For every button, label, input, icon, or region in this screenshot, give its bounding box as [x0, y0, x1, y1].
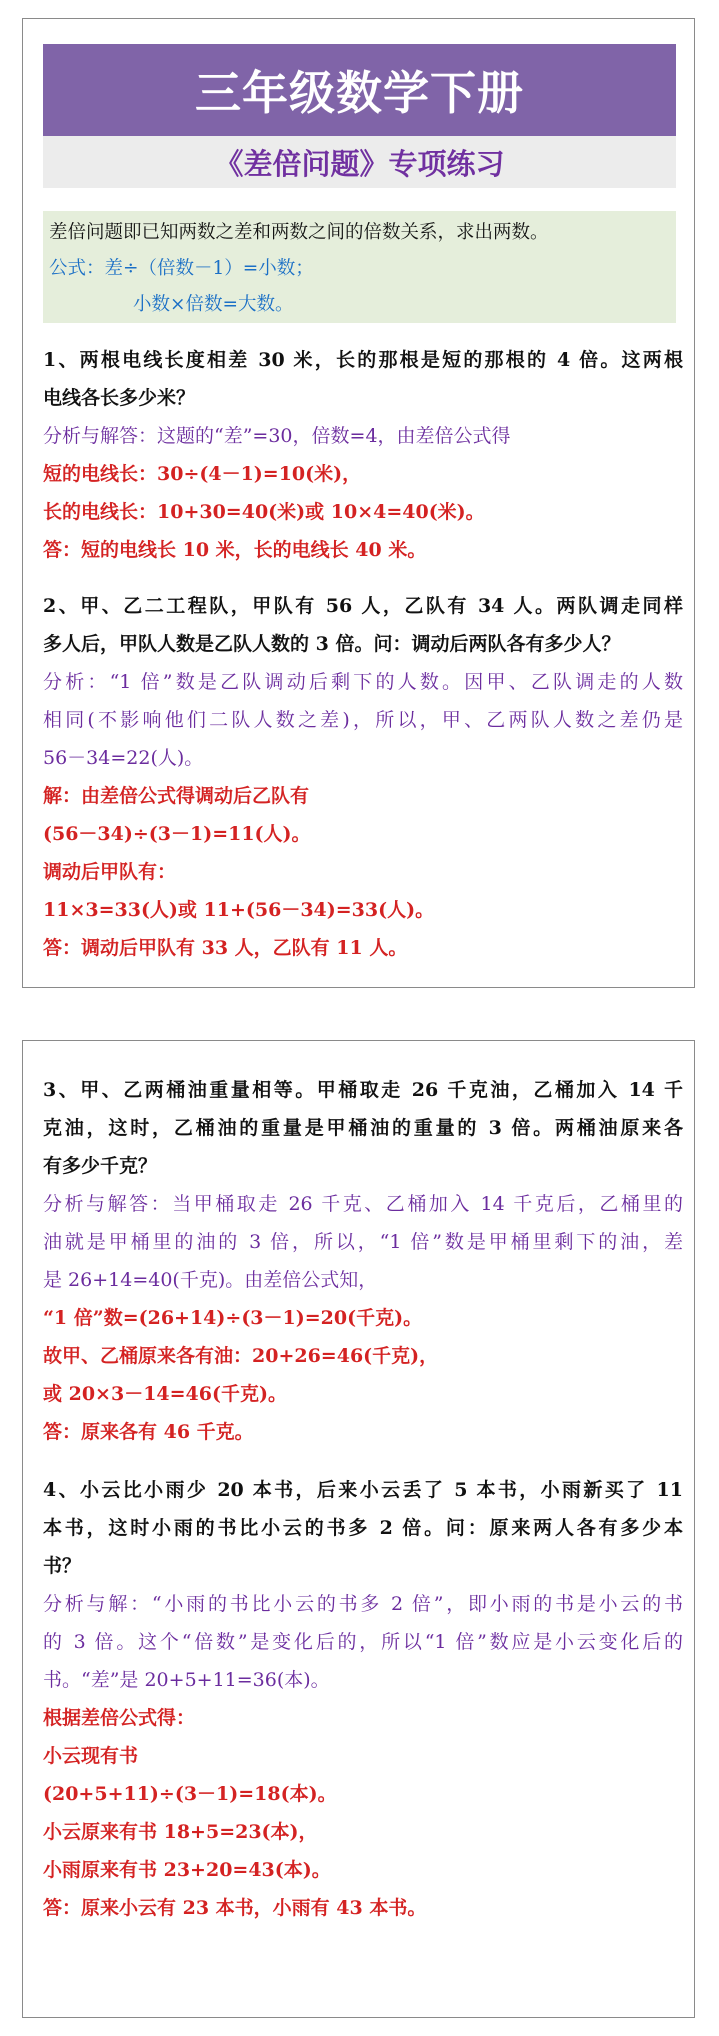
problem-1 — [43, 341, 683, 569]
page-title: 三年级数学下册 — [43, 44, 676, 136]
analysis-line: 的 3 倍。这个“倍数”是变化后的，所以“1 倍”数应是小云变化后的 — [43, 1631, 683, 1653]
solution-line: 解：由差倍公式得调动后乙队有 — [43, 785, 310, 807]
analysis-line: 分析与解：“小雨的书比小云的书多 2 倍”，即小雨的书是小云的书 — [43, 1593, 683, 1615]
problem-2 — [43, 587, 683, 967]
analysis-line: 是 26+14=40(千克)。由差倍公式知， — [43, 1269, 378, 1291]
problem-question-line: 克油，这时，乙桶油的重量是甲桶油的重量的 3 倍。两桶油原来各 — [43, 1117, 683, 1139]
answer-line: 答：原来小云有 23 本书，小雨有 43 本书。 — [43, 1897, 427, 1919]
solution-line: 小云现有书 — [43, 1745, 139, 1767]
answer-line: 答：短的电线长 10 米，长的电线长 40 米。 — [43, 539, 427, 561]
problem-4 — [43, 1471, 683, 1927]
solution-line: 长的电线长：10+30=40(米)或 10×4=40(米)。 — [43, 501, 485, 523]
problem-question-line: 1、两根电线长度相差 30 米，长的那根是短的那根的 4 倍。这两根 — [43, 349, 683, 371]
analysis-line: 分析与解答：这题的“差”=30，倍数=4，由差倍公式得 — [43, 425, 511, 447]
worksheet-page-1 — [22, 18, 695, 988]
solution-line: 小云原来有书 18+5=23(本)， — [43, 1821, 318, 1843]
formula-line-2: 小数×倍数=大数。 — [133, 294, 294, 315]
solution-line: 短的电线长：30÷(4－1)=10(米)， — [43, 463, 362, 485]
analysis-line: 56－34=22(人)。 — [43, 747, 204, 769]
solution-line: 调动后甲队有： — [43, 861, 177, 883]
answer-line: 答：原来各有 46 千克。 — [43, 1421, 254, 1443]
problem-question-line: 电线各长多少米？ — [43, 387, 196, 409]
answer-line: 答：调动后甲队有 33 人，乙队有 11 人。 — [43, 937, 408, 959]
intro-definition: 差倍问题即已知两数之差和两数之间的倍数关系，求出两数。 — [49, 222, 549, 243]
analysis-line: 相同(不影响他们二队人数之差)，所以，甲、乙两队人数之差仍是 — [43, 709, 683, 731]
solution-line: (20+5+11)÷(3－1)=18(本)。 — [43, 1783, 337, 1805]
problem-question-line: 4、小云比小雨少 20 本书，后来小云丢了 5 本书，小雨新买了 11 — [43, 1479, 683, 1501]
analysis-line: 油就是甲桶里的油的 3 倍，所以，“1 倍”数是甲桶里剩下的油，差 — [43, 1231, 683, 1253]
solution-line: 11×3=33(人)或 11+(56－34)=33(人)。 — [43, 899, 435, 921]
problem-question-line: 书？ — [43, 1555, 82, 1577]
solution-line: 故甲、乙桶原来各有油：20+26=46(千克)， — [43, 1345, 439, 1367]
problem-question-line: 本书，这时小雨的书比小云的书多 2 倍。问：原来两人各有多少本 — [43, 1517, 683, 1539]
solution-line: 根据差倍公式得： — [43, 1707, 196, 1729]
analysis-line: 分析与解答：当甲桶取走 26 千克、乙桶加入 14 千克后，乙桶里的 — [43, 1193, 683, 1215]
problem-question-line: 多人后，甲队人数是乙队人数的 3 倍。问：调动后两队各有多少人？ — [43, 633, 621, 655]
worksheet-page-2 — [22, 1040, 695, 2018]
formula-line-1: 公式：差÷（倍数－1）=小数； — [49, 258, 314, 279]
formula-box — [43, 211, 676, 323]
analysis-line: 书。“差”是 20+5+11=36(本)。 — [43, 1669, 330, 1691]
problem-question-line: 2、甲、乙二工程队，甲队有 56 人，乙队有 34 人。两队调走同样 — [43, 595, 683, 617]
solution-line: (56－34)÷(3－1)=11(人)。 — [43, 823, 311, 845]
solution-line: 或 20×3－14=46(千克)。 — [43, 1383, 287, 1405]
analysis-line: 分析：“1 倍”数是乙队调动后剩下的人数。因甲、乙队调走的人数 — [43, 671, 683, 693]
problem-question-line: 有多少千克？ — [43, 1155, 158, 1177]
solution-line: “1 倍”数=(26+14)÷(3－1)=20(千克)。 — [43, 1307, 423, 1329]
solution-line: 小雨原来有书 23+20=43(本)。 — [43, 1859, 331, 1881]
page-subtitle: 《差倍问题》专项练习 — [43, 136, 676, 188]
problem-question-line: 3、甲、乙两桶油重量相等。甲桶取走 26 千克油，乙桶加入 14 千 — [43, 1079, 683, 1101]
problem-3 — [43, 1071, 683, 1451]
